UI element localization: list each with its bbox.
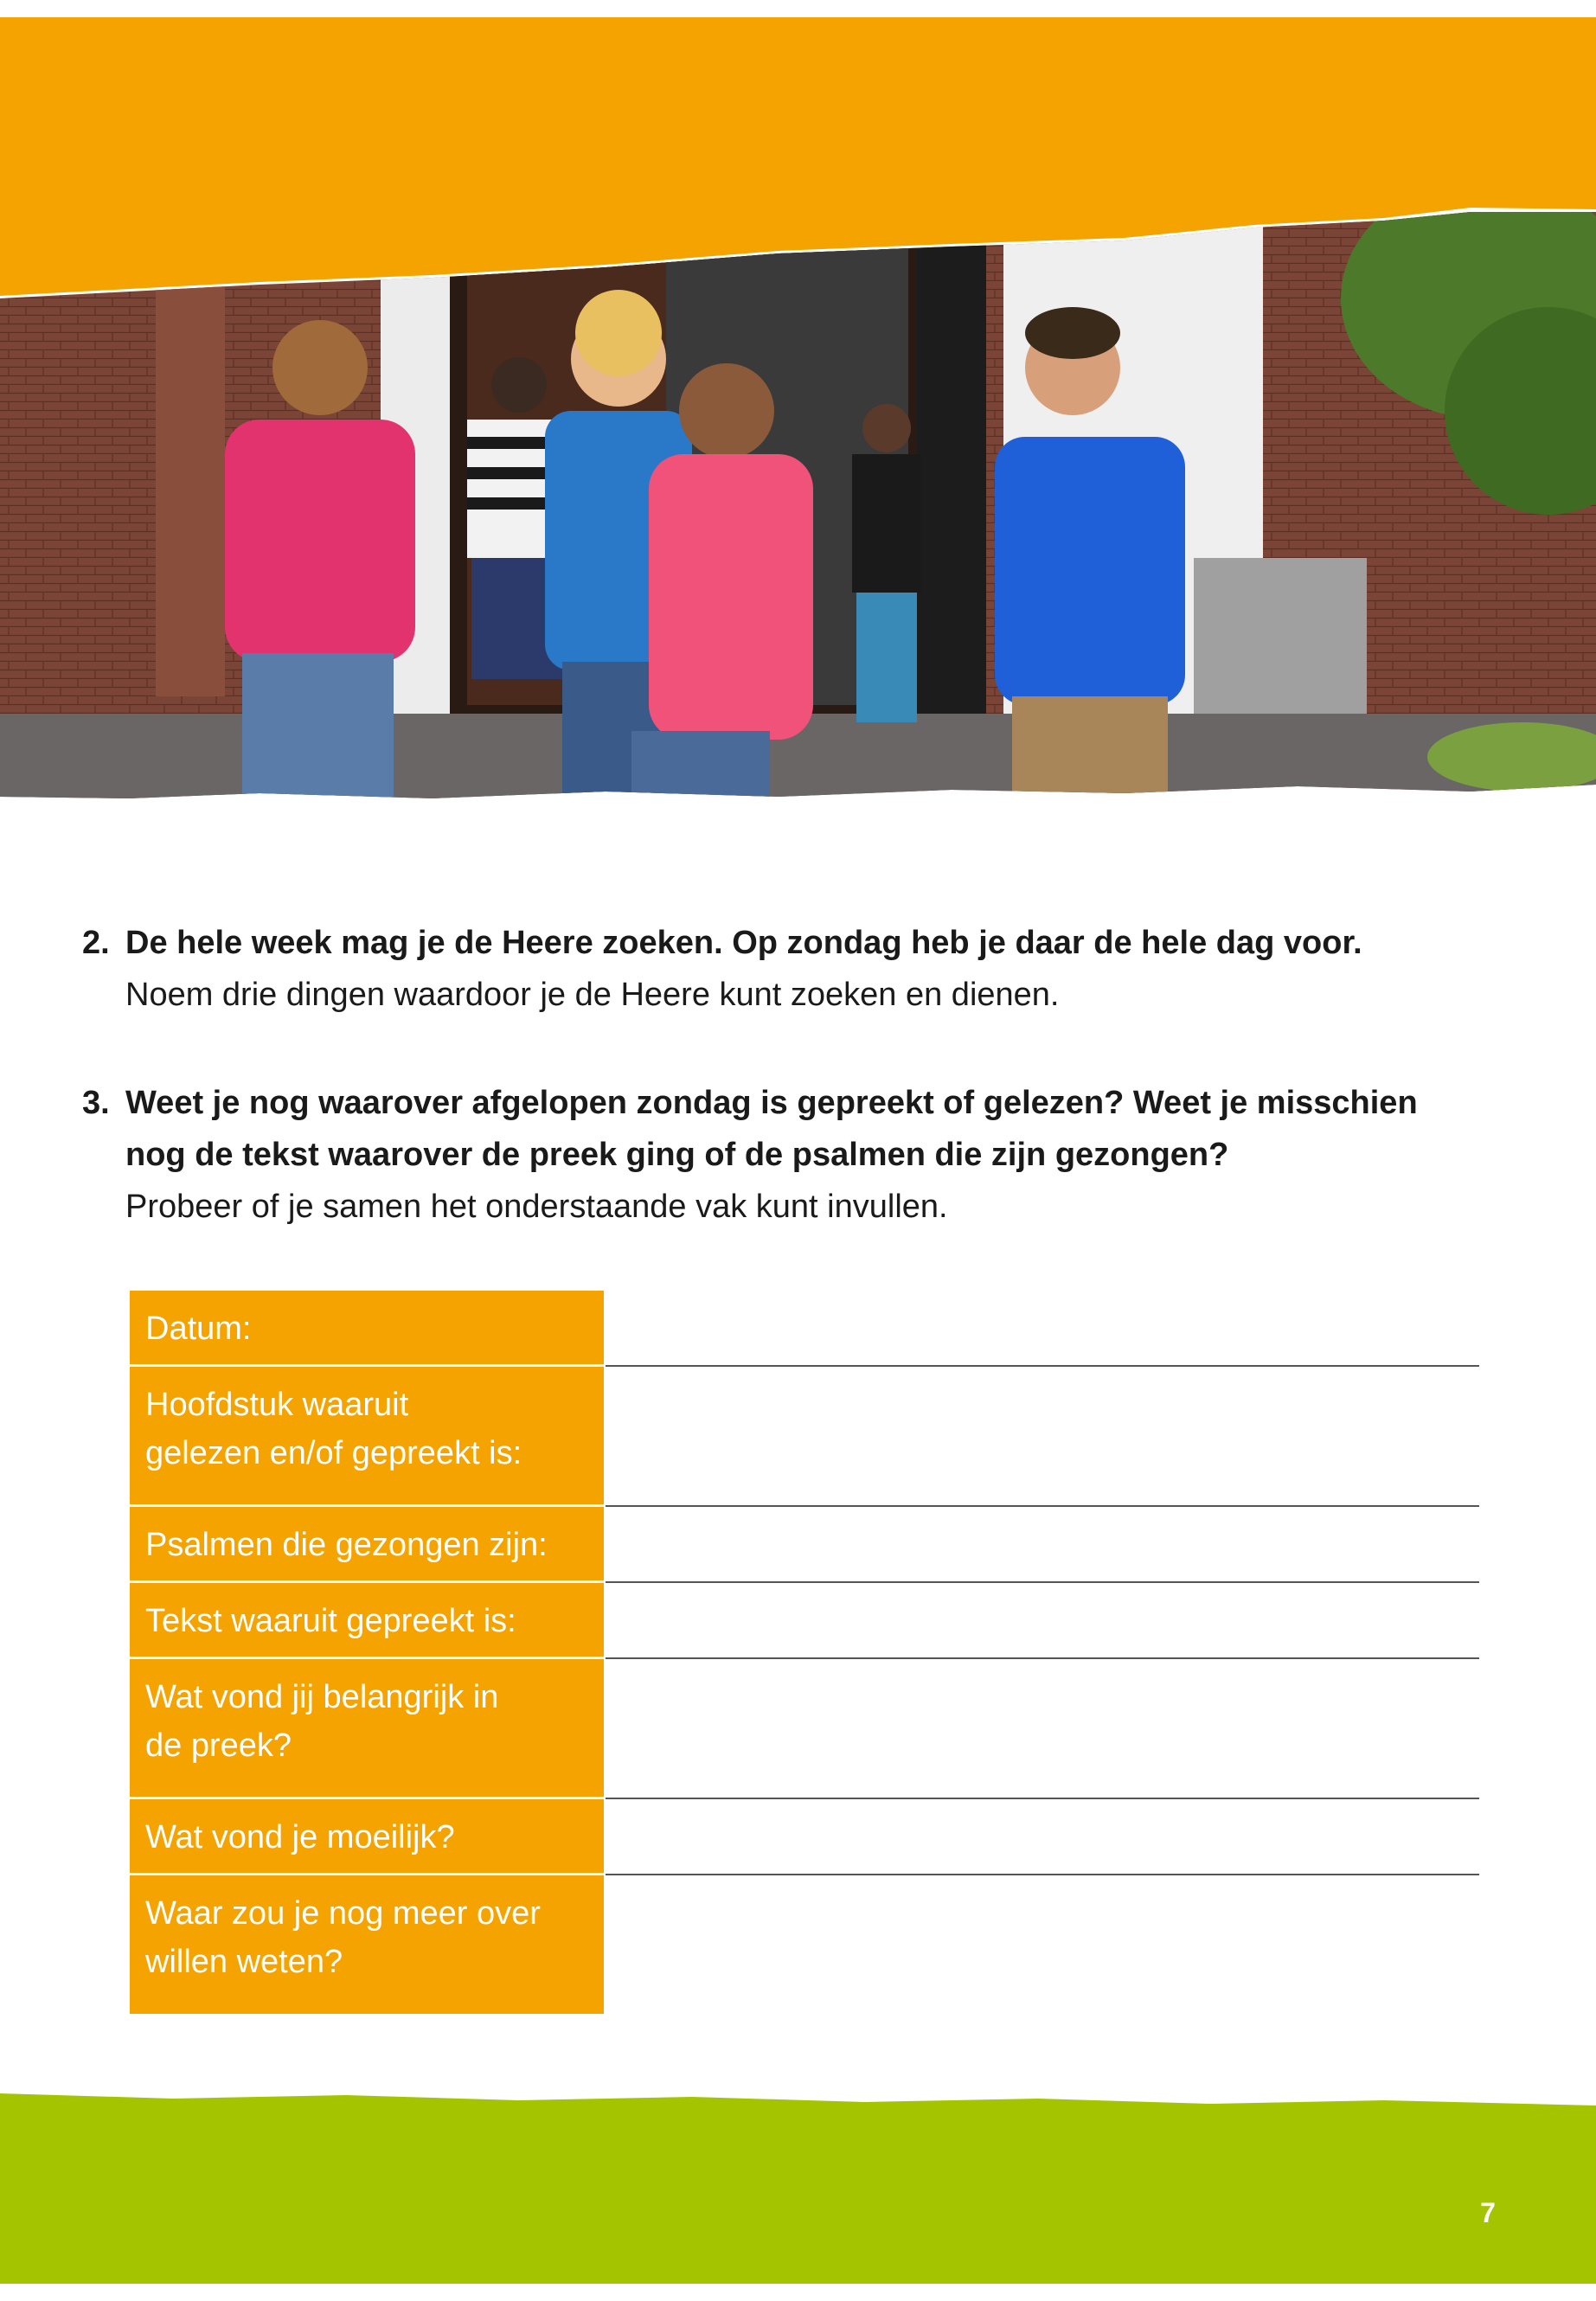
- photo-boys-at-church: [0, 212, 1596, 826]
- question-number: 2.: [82, 925, 110, 961]
- form-label-line: Datum:: [145, 1311, 252, 1347]
- form-label-line: de preek?: [145, 1727, 292, 1764]
- form-row-psalmen: [130, 1507, 1479, 1583]
- question-instruction: Probeer of je samen het onderstaande vak kunt invullen.: [125, 1189, 948, 1225]
- form-row-hoofdstuk: [130, 1367, 1479, 1507]
- question-2: [82, 917, 1535, 1021]
- question-3: [82, 1077, 1535, 1233]
- form-label-line: Hoofdstuk waaruit: [145, 1387, 409, 1423]
- green-footer-band: [0, 2093, 1596, 2284]
- form-row-meer-weten: [130, 1875, 1479, 2014]
- form-label: [130, 1799, 604, 1875]
- form-row-moeilijk: [130, 1799, 1479, 1875]
- question-text: De hele week mag je de Heere zoeken. Op zondag heb je daar de hele dag voor.: [125, 925, 1362, 961]
- form-label-line: Tekst waaruit gepreekt is:: [145, 1603, 516, 1639]
- form-label-line: Psalmen die gezongen zijn:: [145, 1527, 548, 1563]
- form-label-line: Wat vond je moeilijk?: [145, 1819, 455, 1856]
- form-label-line: gelezen en/of gepreekt is:: [145, 1435, 522, 1471]
- form-label: [130, 1367, 604, 1507]
- form-label: [130, 1659, 604, 1799]
- form-label: [130, 1507, 604, 1583]
- form-label-line: Waar zou je nog meer over: [145, 1895, 541, 1932]
- form-label-line: Wat vond jij belangrijk in: [145, 1679, 499, 1715]
- form-label: [130, 1875, 604, 2014]
- form-label-line: willen weten?: [145, 1944, 343, 1980]
- question-text-line-1: Weet je nog waarover afgelopen zondag is gepreekt of gelezen? Weet je misschien: [125, 1085, 1418, 1121]
- form-row-belangrijk: [130, 1659, 1479, 1799]
- form-row-tekst: [130, 1583, 1479, 1659]
- sermon-form: [130, 1291, 1479, 2014]
- question-text-line-2: nog de tekst waarover de preek ging of de psalmen die zijn gezongen?: [125, 1137, 1229, 1173]
- question-instruction: Noem drie dingen waardoor je de Heere kunt zoeken en dienen.: [125, 977, 1060, 1013]
- question-number: 3.: [82, 1085, 110, 1121]
- form-label: [130, 1583, 604, 1659]
- page-number: 7: [1480, 2197, 1496, 2228]
- form-label: [130, 1291, 604, 1367]
- form-row-datum: [130, 1291, 1479, 1367]
